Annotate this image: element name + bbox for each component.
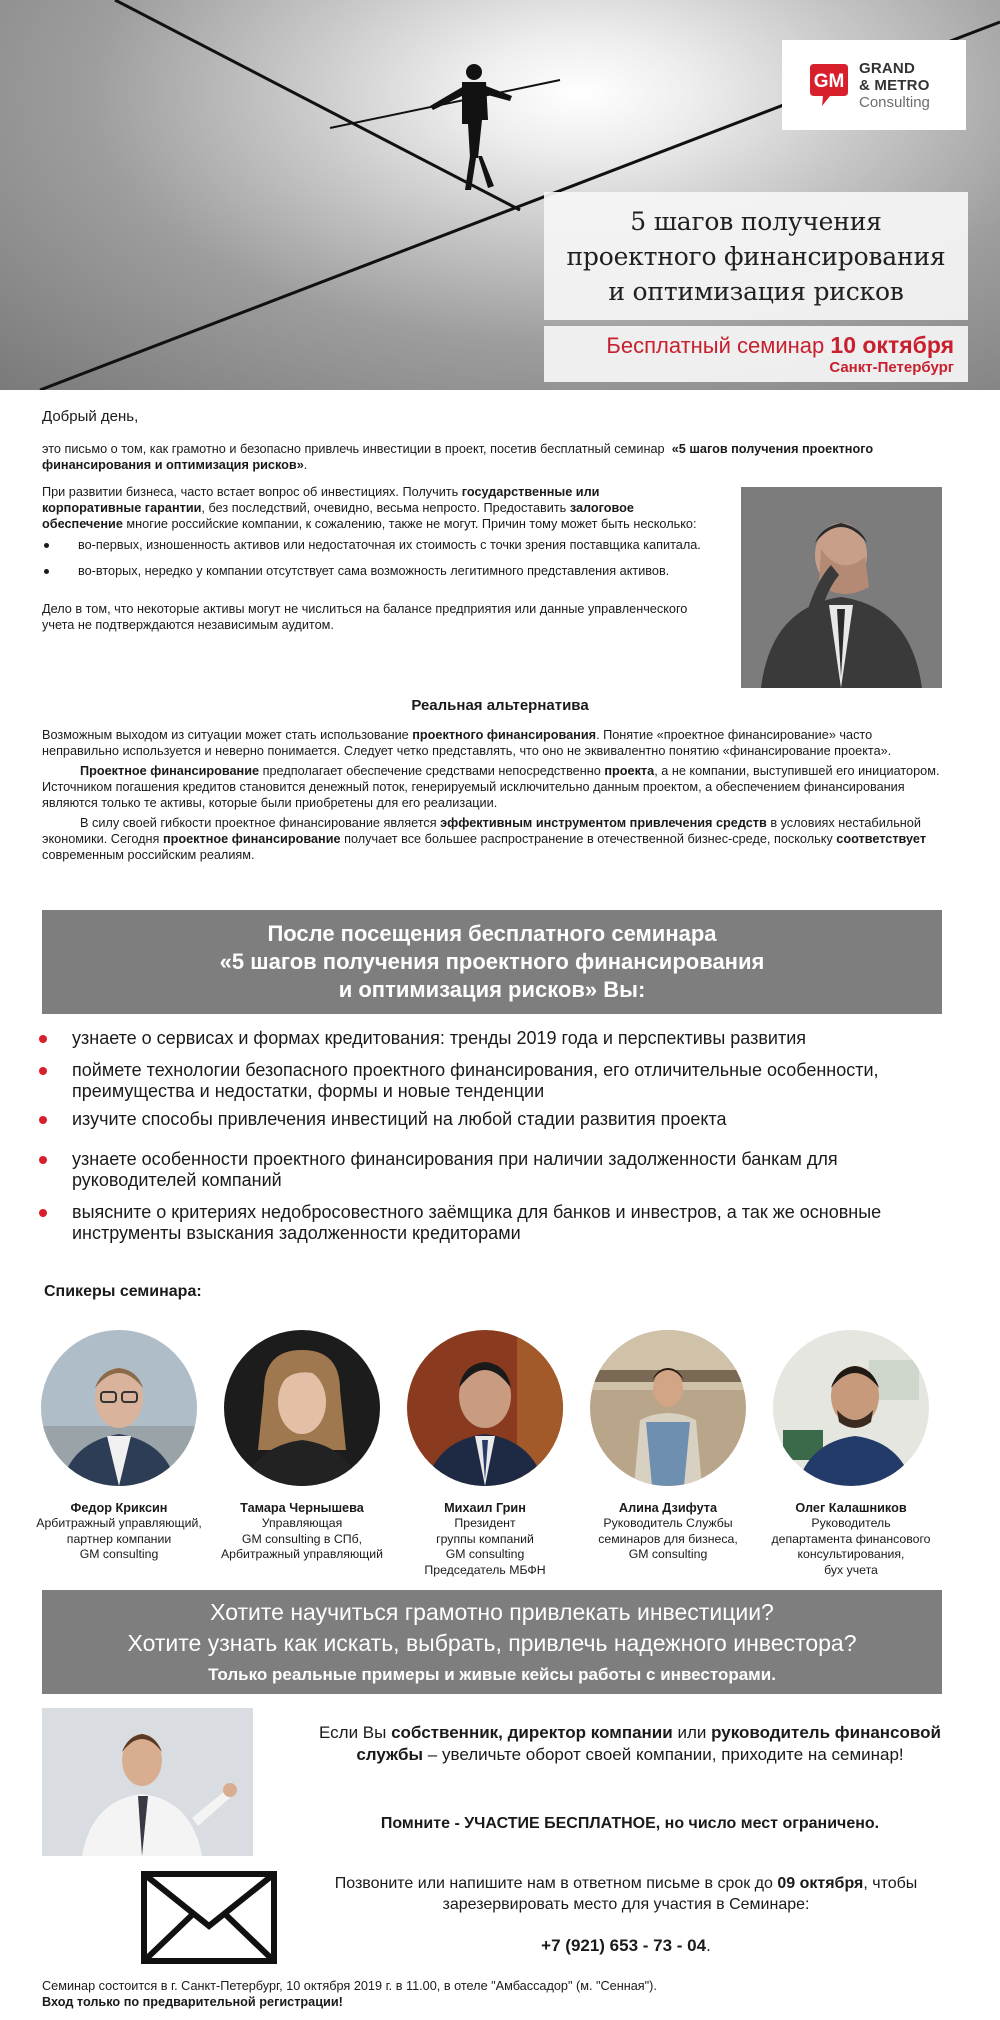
speaker-role: GM consulting bbox=[445, 1547, 525, 1561]
text-span: многие российские компании, к сожалению, также не могут. Причин тому может быть несколько: bbox=[122, 517, 697, 531]
text-span: . Понятие «проектное финансирование» часто неправильно используется и неверно понимается. Следует четко представлять, что оно не эквивалентно понятию «финансирование проекта». bbox=[42, 728, 892, 758]
seminar-label: Бесплатный семинар bbox=[606, 333, 825, 358]
bold-span: эффективным инструментом привлечения средств bbox=[440, 816, 767, 830]
stressed-businessman-photo bbox=[741, 487, 942, 688]
text-span: Позвоните или напишите нам в ответном письме в срок до bbox=[334, 1875, 778, 1892]
bold-span: проектного финансирования bbox=[412, 728, 597, 742]
seminar-title-line: и оптимизация рисков bbox=[608, 277, 904, 306]
banner-question: Хотите узнать как искать, выбрать, привлечь надежного инвестора? bbox=[127, 1630, 857, 1656]
text-span: При развитии бизнеса, часто встает вопрос об инвестициях. Получить bbox=[42, 485, 462, 499]
speakers-heading: Спикеры семинара: bbox=[44, 1283, 202, 1300]
phone-number[interactable] bbox=[296, 1936, 956, 1956]
bold-span: Проектное финансирование bbox=[80, 764, 260, 778]
speaker-role: Арбитражный управляющий bbox=[220, 1547, 384, 1561]
text-span: Если Вы bbox=[319, 1723, 392, 1742]
speaker-role: семинаров для бизнеса, bbox=[598, 1531, 738, 1546]
registration-call bbox=[296, 1873, 956, 1915]
speaker-card bbox=[756, 1330, 946, 1578]
seminar-title bbox=[544, 192, 968, 320]
bold-span: соответствует bbox=[836, 832, 927, 846]
investment-problem-text bbox=[42, 484, 702, 633]
text-span: , без последствий, очевидно, весьма непросто. Предоставить bbox=[201, 501, 570, 515]
speaker-card bbox=[207, 1330, 397, 1563]
banner-line: После посещения бесплатного семинара bbox=[267, 921, 717, 946]
section-heading-alternative: Реальная альтернатива bbox=[411, 697, 589, 714]
speaker-photo bbox=[41, 1330, 197, 1486]
text-span: , чтобы зарезервировать место для участия в Семинаре: bbox=[442, 1875, 918, 1913]
text-span: предполагает обеспечение средствами непосредственно bbox=[259, 764, 605, 778]
speaker-name: Михаил Грин bbox=[444, 1501, 526, 1515]
speaker-name: Алина Дзифута bbox=[618, 1501, 718, 1515]
logo-line-3: Consulting bbox=[859, 93, 930, 111]
banner-cases: Только реальные примеры и живые кейсы работы с инвесторами. bbox=[208, 1665, 776, 1684]
phone-end: . bbox=[706, 1936, 711, 1955]
text-span: , а не компании, выступившей его инициатором. Источником погашения кредитов становится денежный поток, генерируемый исключительно данным проектом, а обеспечением финансирования являются только те активы, которые были приобретены для его реализации. bbox=[42, 764, 940, 810]
speaker-role: департамента финансового bbox=[771, 1531, 931, 1546]
company-logo bbox=[782, 40, 966, 130]
benefit-item: поймете технологии безопасного проектного финансирования, его отличительные особенности, преимущества и недостатки, формы и новые тенденции bbox=[38, 1060, 958, 1102]
assets-paragraph: Дело в том, что некоторые активы могут не числиться на балансе предприятия или данные управленческого учета не подтверждаются независимым аудитом. bbox=[42, 602, 688, 632]
bold-span: государственные или корпоративные гарантии bbox=[42, 485, 600, 515]
speaker-name: Олег Калашников bbox=[795, 1501, 907, 1515]
speaker-role: Управляющая bbox=[261, 1516, 343, 1530]
seminar-title-line: проектного финансирования bbox=[566, 242, 946, 271]
footer-info bbox=[42, 1978, 942, 2010]
speaker-photo bbox=[590, 1330, 746, 1486]
banner-line: «5 шагов получения проектного финансирования bbox=[219, 949, 765, 974]
text-span: получает все большее распространение в отечественной бизнес-среде, поскольку bbox=[340, 832, 837, 846]
venue-info: Семинар состоится в г. Санкт-Петербург, 10 октября 2019 г. в 11.00, в отеле "Амбассадор" (м. "Сенная"). bbox=[42, 1979, 657, 1993]
benefit-item: узнаете о сервисах и формах кредитования: тренды 2019 года и перспективы развития bbox=[38, 1028, 958, 1049]
banner-question: Хотите научиться грамотно привлекать инвестиции? bbox=[210, 1599, 774, 1625]
banner-line: и оптимизация рисков» Вы: bbox=[338, 977, 646, 1002]
intro-end: . bbox=[303, 458, 308, 472]
text-span: в условиях нестабильной экономики. Сегодня bbox=[42, 816, 921, 846]
speaker-role: Председатель МБФН bbox=[424, 1562, 546, 1577]
text-span: В силу своей гибкости проектное финансирование является bbox=[80, 816, 441, 830]
seminar-date: 10 октября bbox=[830, 332, 954, 358]
seminar-date-box bbox=[544, 326, 968, 382]
greeting: Добрый день, bbox=[42, 408, 139, 425]
speaker-role: Руководитель Службы bbox=[603, 1516, 733, 1530]
hero-banner bbox=[0, 0, 1000, 390]
intro-text: это письмо о том, как грамотно и безопасно привлечь инвестиции в проект, посетив бесплатный семинар bbox=[42, 442, 665, 456]
speaker-role: GM consulting bbox=[79, 1547, 159, 1561]
benefit-item: узнаете особенности проектного финансирования при наличии задолженности банкам для руководителей компаний bbox=[38, 1149, 958, 1191]
bold-span: проектное финансирование bbox=[162, 832, 341, 846]
speaker-role: Руководитель bbox=[811, 1516, 891, 1530]
owner-call-to-action bbox=[300, 1722, 960, 1766]
free-participation-note: Помните - УЧАСТИЕ БЕСПЛАТНОЕ, но число мест ограничено. bbox=[380, 1815, 880, 1832]
speaker-photo bbox=[224, 1330, 380, 1486]
speaker-card bbox=[573, 1330, 763, 1563]
gm-logo-icon bbox=[808, 62, 850, 108]
speaker-name: Федор Криксин bbox=[70, 1501, 168, 1515]
speaker-role: партнер компании bbox=[66, 1531, 172, 1546]
speaker-card bbox=[24, 1330, 214, 1563]
investors-banner bbox=[42, 1590, 942, 1694]
benefits-list bbox=[38, 1028, 958, 1244]
seminar-title-line: 5 шагов получения bbox=[630, 207, 882, 236]
list-item: во-первых, изношенность активов или недостаточная их стоимость с точки зрения поставщика капитала. bbox=[42, 537, 702, 553]
seminar-city: Санкт-Петербург bbox=[829, 359, 954, 376]
bold-span: проекта bbox=[604, 764, 655, 778]
text-span: или bbox=[672, 1723, 712, 1742]
list-item: во-вторых, нередко у компании отсутствует сама возможность легитимного представления активов. bbox=[42, 563, 702, 579]
speaker-role: бух учета bbox=[824, 1562, 878, 1577]
alternative-text bbox=[42, 727, 942, 867]
speaker-card bbox=[390, 1330, 580, 1578]
intro-seminar-name: «5 шагов получения проектного финансирования и оптимизация рисков» bbox=[42, 442, 874, 472]
presenter-photo bbox=[42, 1708, 253, 1856]
benefit-item: выясните о критериях недобросовестного заёмщика для банков и инвестров, а так же основные инструменты взыскания задолженности кредиторами bbox=[38, 1202, 958, 1244]
speaker-role: GM consulting в СПб, bbox=[241, 1531, 363, 1546]
speaker-role: группы компаний bbox=[436, 1531, 534, 1546]
text-span: – увеличьте оборот своей компании, приходите на семинар! bbox=[423, 1745, 904, 1764]
speaker-role: консультирования, bbox=[797, 1547, 905, 1561]
registration-note: Вход только по предварительной регистрации! bbox=[42, 1995, 343, 2009]
svg-text:GM: GM bbox=[813, 71, 845, 92]
bold-span: руководитель финансовой службы bbox=[356, 1723, 941, 1764]
phone-text[interactable]: +7 (921) 653 - 73 - 04 bbox=[541, 1936, 707, 1955]
speaker-photo bbox=[407, 1330, 563, 1486]
speaker-role: Арбитражный управляющий, bbox=[36, 1516, 202, 1530]
benefit-item: изучите способы привлечения инвестиций на любой стадии развития проекта bbox=[38, 1109, 958, 1130]
bold-span: залоговое обеспечение bbox=[42, 501, 634, 531]
after-seminar-banner bbox=[42, 910, 942, 1014]
envelope-icon bbox=[140, 1870, 278, 1965]
speaker-role: Президент bbox=[454, 1516, 516, 1530]
logo-line-2: & METRO bbox=[859, 76, 930, 94]
speaker-name: Тамара Чернышева bbox=[240, 1501, 364, 1515]
text-span: Возможным выходом из ситуации может стать использование bbox=[42, 728, 413, 742]
intro-paragraph bbox=[42, 441, 922, 473]
text-span: современным российским реалиям. bbox=[42, 848, 255, 862]
logo-line-1: GRAND bbox=[859, 59, 915, 77]
registration-deadline: 09 октября bbox=[777, 1875, 864, 1892]
bold-span: собственник, директор компании bbox=[391, 1723, 673, 1742]
speaker-role: GM consulting bbox=[628, 1547, 708, 1561]
speaker-photo bbox=[773, 1330, 929, 1486]
